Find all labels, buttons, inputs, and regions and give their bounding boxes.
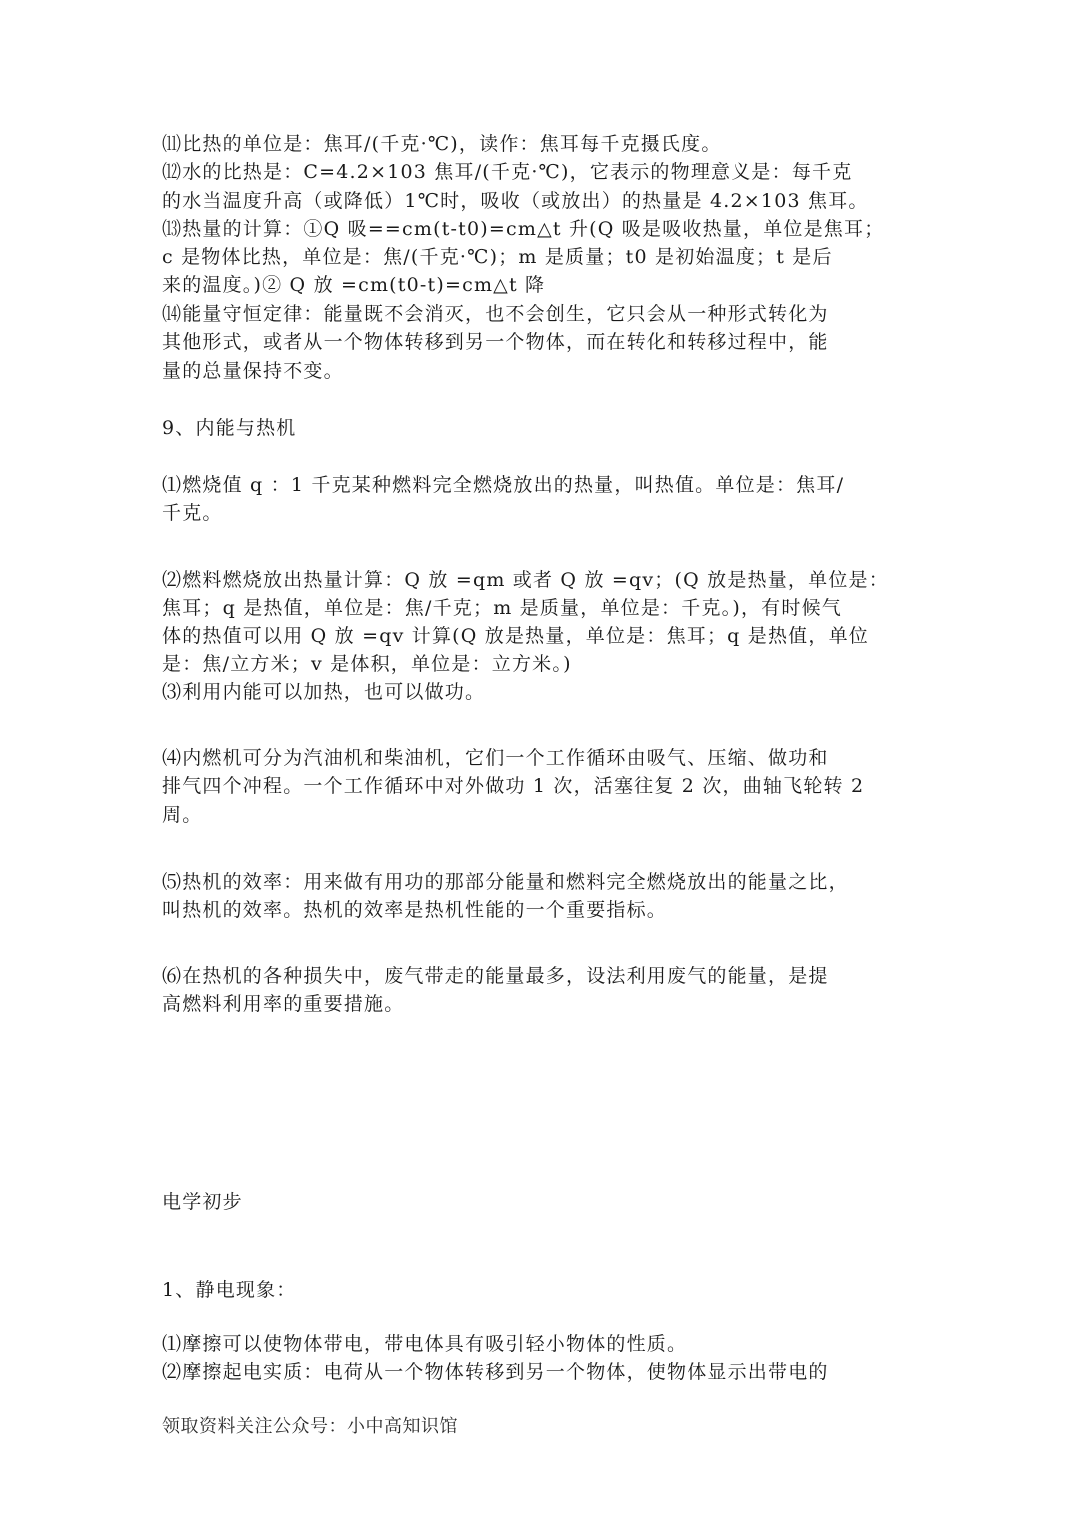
text-line: 来的温度。)② Q 放 =cm(t0-t)=cm△t 降 [162,274,546,296]
text-line: 的水当温度升高（或降低）1℃时，吸收（或放出）的热量是 4.2×103 焦耳。 [162,190,869,212]
text-line: 体的热值可以用 Q 放 =qv 计算(Q 放是热量，单位是：焦耳；q 是热值，单位 [162,625,869,647]
text-line: ⑴燃烧值 q ：1 千克某种燃料完全燃烧放出的热量，叫热值。单位是：焦耳/ [162,474,845,496]
text-line: 焦耳；q 是热值，单位是：焦/千克；m 是质量，单位是：千克。)，有时候气 [162,597,842,619]
text-line: c 是物体比热，单位是：焦/(千克·℃)；m 是质量；t0 是初始温度；t 是后 [162,246,833,268]
section-heading: 1、静电现象： [162,1279,297,1301]
text-line: ⑾比热的单位是：焦耳/(千克·℃)，读作：焦耳每千克摄氏度。 [162,133,722,155]
text-line: 周。 [162,804,203,826]
section-heading: 9、内能与热机 [162,417,297,439]
text-line: ⑵燃料燃烧放出热量计算：Q 放 =qm 或者 Q 放 =qv；(Q 放是热量，单位是： [162,569,889,591]
chapter-title: 电学初步 [162,1191,243,1213]
text-line: ⑶利用内能可以加热，也可以做功。 [162,681,486,703]
text-line: 其他形式，或者从一个物体转移到另一个物体，而在转化和转移过程中，能 [162,331,829,353]
text-line: 是：焦/立方米；v 是体积，单位是：立方米。) [162,653,572,675]
text-line: ⑸热机的效率：用来做有用功的那部分能量和燃料完全燃烧放出的能量之比， [162,871,849,893]
text-line: ⒀热量的计算：①Q 吸==cm(t-t0)=cm△t 升(Q 吸是吸收热量，单位是焦耳； [162,218,885,240]
text-line: ⑴摩擦可以使物体带电，带电体具有吸引轻小物体的性质。 [162,1333,688,1355]
text-line: ⑵摩擦起电实质：电荷从一个物体转移到另一个物体，使物体显示出带电的 [162,1361,829,1383]
text-line: 叫热机的效率。热机的效率是热机性能的一个重要指标。 [162,899,668,921]
text-line: ⒁能量守恒定律：能量既不会消灭，也不会创生，它只会从一种形式转化为 [162,303,829,325]
text-line: 排气四个冲程。一个工作循环中对外做功 1 次，活塞往复 2 次，曲轴飞轮转 2 [162,775,865,797]
footer-note: 领取资料关注公众号：小中高知识馆 [162,1416,458,1437]
text-line: ⑿水的比热是：C=4.2×103 焦耳/(千克·℃)，它表示的物理意义是：每千克 [162,161,853,183]
text-line: 量的总量保持不变。 [162,360,344,382]
text-line: 千克。 [162,502,223,524]
text-line: ⑷内燃机可分为汽油机和柴油机，它们一个工作循环由吸气、压缩、做功和 [162,747,829,769]
text-line: 高燃料利用率的重要措施。 [162,993,405,1015]
text-line: ⑹在热机的各种损失中，废气带走的能量最多，设法利用废气的能量，是提 [162,965,829,987]
